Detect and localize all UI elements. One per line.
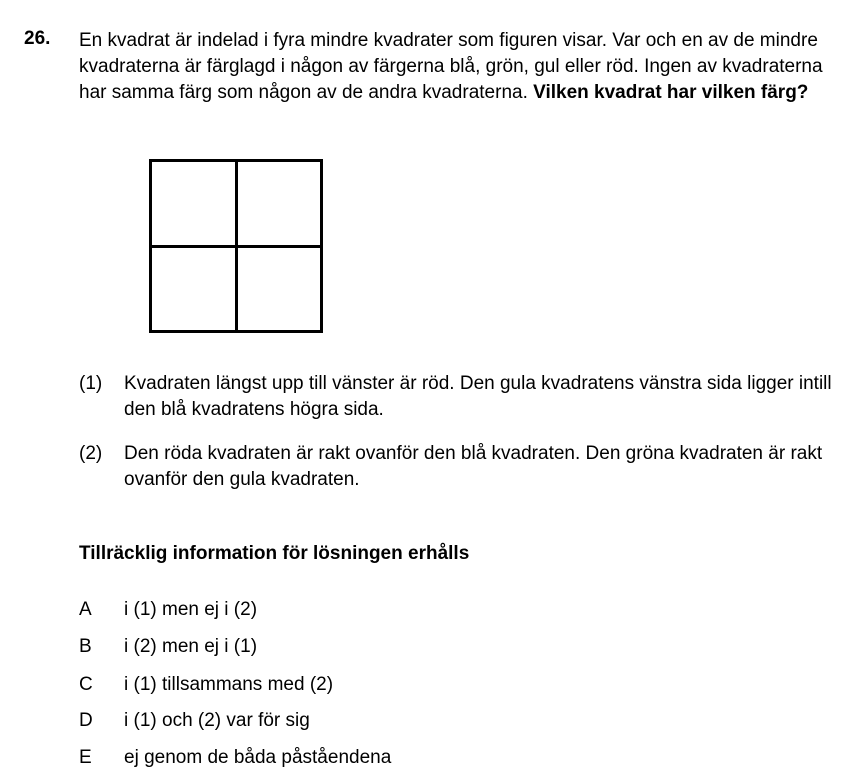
- option-letter: D: [79, 710, 93, 731]
- option-text: i (1) och (2) var för sig: [124, 710, 310, 731]
- question-number: 26.: [24, 28, 51, 49]
- option-letter: B: [79, 636, 92, 657]
- option-text: ej genom de båda påståendena: [124, 747, 392, 768]
- option-letter: C: [79, 674, 93, 695]
- grid-horizontal-divider: [152, 245, 320, 248]
- question-text: [79, 28, 854, 106]
- question-text-plain: En kvadrat är indelad i fyra mindre kvadrater som figuren visar. Var och en av de mindre kvadraterna är färglagd i någon av färgerna blå, grön, gul eller röd. Ingen av kvadraterna har samma färg som någon av de andra kvadraterna.: [79, 30, 823, 103]
- option-text: i (1) men ej i (2): [124, 599, 258, 620]
- instruction-heading: Tillräcklig information för lösningen erhålls: [79, 543, 470, 564]
- statement-text: Kvadraten längst upp till vänster är röd. Den gula kvadratens vänstra sida ligger intill den blå kvadratens högra sida.: [124, 373, 832, 420]
- question-text-bold: Vilken kvadrat har vilken färg?: [533, 82, 809, 103]
- statement-text: Den röda kvadraten är rakt ovanför den blå kvadraten. Den gröna kvadraten är rakt ovanför den gula kvadraten.: [124, 443, 823, 490]
- statement-number: (1): [79, 373, 103, 394]
- option-text: i (1) tillsammans med (2): [124, 674, 334, 695]
- option-letter: E: [79, 747, 92, 768]
- statement-number: (2): [79, 443, 103, 464]
- square-grid-figure: [149, 159, 323, 333]
- option-text: i (2) men ej i (1): [124, 636, 258, 657]
- option-letter: A: [79, 599, 92, 620]
